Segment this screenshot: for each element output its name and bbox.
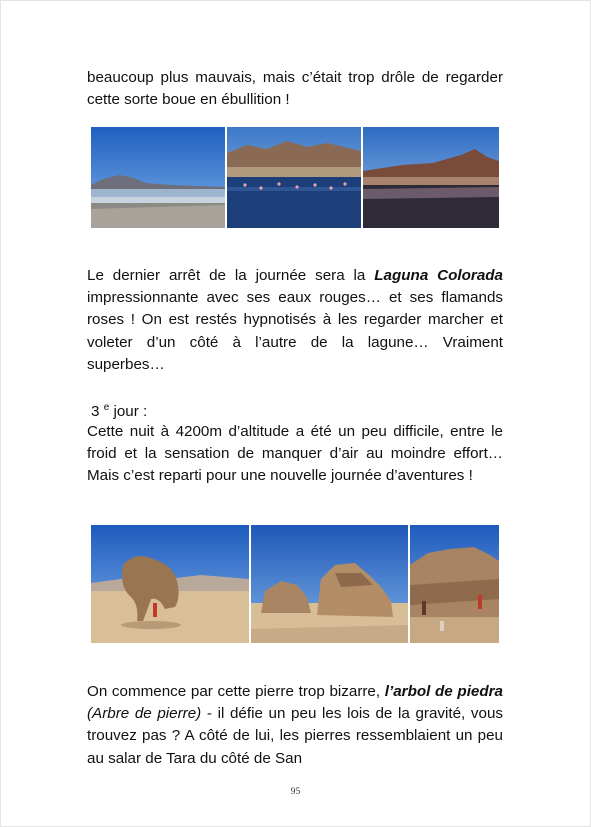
laguna-colorada-name: Laguna Colorada (374, 267, 503, 284)
rock-people-photo (410, 525, 499, 643)
flamingos-lagoon-photo (227, 127, 361, 228)
arbol-prefix: On commence par cette pierre trop bizarre, (87, 683, 385, 700)
stone-tree-photo (91, 525, 249, 643)
day3-heading (91, 397, 507, 423)
photo-row-arbol-de-piedra (91, 525, 499, 643)
arbol-name: l’arbol de piedra (384, 683, 504, 700)
red-lagoon-mountain-photo (363, 127, 499, 228)
paragraph-day3: Cette nuit à 4200m d’altitude a été un peu difficile, entre le froid et la sensation de manquer d’air au moindre effort… Mais c’est reparti pour une nouvelle journée d’aventures ! (87, 423, 503, 485)
laguna-colorada-suffix: impressionnante avec ses eaux rouges… et ses flamands roses ! On est restés hypnotisés à les regarder marcher et voleter d’un côté à l’autre de la lagune… Vraiment superbes… (87, 289, 503, 373)
laguna-colorada-prefix: Le dernier arrêt de la journée sera la (87, 267, 375, 284)
day3-number: 3 (91, 403, 100, 420)
laguna-shore-photo (91, 127, 225, 228)
photo-row-lagunas (91, 127, 499, 228)
paragraph-laguna-colorada (87, 265, 503, 376)
paragraph-mud-pools: beaucoup plus mauvais, mais c’était trop drôle de regarder cette sorte boue en ébullition ! (87, 69, 503, 109)
paragraph-arbol-de-piedra (87, 681, 503, 770)
rock-formations-photo (251, 525, 408, 643)
arbol-translation: (Arbre de pierre) (87, 705, 202, 723)
arbol-suffix: - il défie un peu les lois de la gravité, vous trouvez pas ? A côté de lui, les pierres ressemblaient un peu au salar de Tara du côté de San (87, 705, 503, 767)
day3-superscript: e (103, 402, 110, 413)
day3-label: jour : (109, 403, 148, 420)
page-number: 95 (290, 787, 301, 797)
